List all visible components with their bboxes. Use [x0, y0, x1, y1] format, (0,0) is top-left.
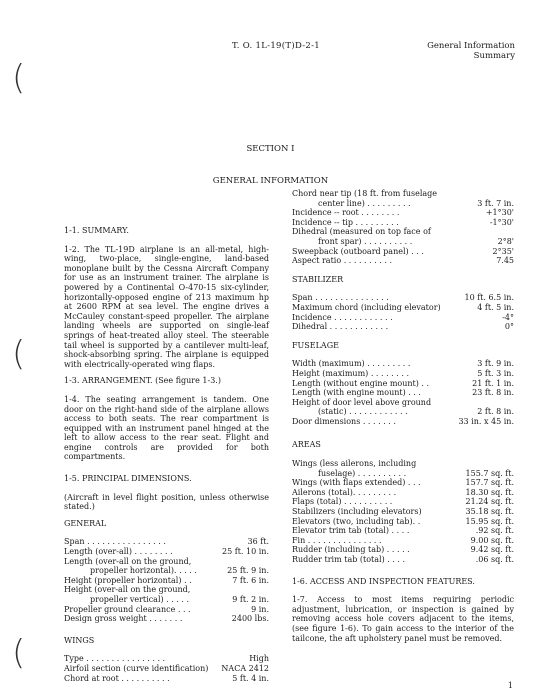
spec-row — [64, 664, 269, 674]
spec-label: Span . . . . . . . . . . . . . . . . — [64, 537, 166, 547]
spec-label: Dihedral . . . . . . . . . . . . — [292, 322, 389, 332]
spec-label: Stabilizers (including elevators) — [292, 507, 422, 517]
spec-value: 9.00 sq. ft. — [470, 535, 514, 545]
spec-label: Chord near tip (18 ft. from fuselage — [292, 189, 438, 198]
spec-row — [292, 517, 514, 527]
spec-row — [64, 614, 269, 624]
spec-label: Elevators (two, including tab). . — [292, 516, 421, 526]
spec-label: (static) . . . . . . . . . . . . — [318, 407, 408, 417]
spec-value: 3 ft. 9 in. — [477, 359, 514, 369]
spec-value: 2 ft. 8 in. — [477, 407, 514, 417]
spec-label: Height (propeller horizontal) . . — [64, 575, 192, 585]
spec-label: Rudder (including tab) . . . . . — [292, 545, 410, 555]
spec-label: Flaps (total) . . . . . . . . . . — [292, 497, 393, 507]
header-line-2: Summary — [473, 51, 515, 61]
spec-value: 35.18 sq. ft. — [465, 507, 514, 517]
spec-label: Wings (less ailerons, including — [292, 459, 417, 469]
spec-row — [64, 595, 269, 605]
spec-label: Dihedral (measured on top face of — [292, 227, 431, 237]
spec-row — [64, 674, 269, 684]
areas-table — [292, 459, 514, 565]
spec-value: 2400 lbs. — [231, 614, 269, 624]
spec-row — [64, 605, 269, 615]
spec-value: .92 sq. ft. — [475, 526, 514, 536]
spec-row — [292, 303, 514, 313]
access-paragraph: 1-7. Access to most items requiring periodic adjustment, lubrication, or inspection is gained by removing access hole covers adjacent to the items, (see figure 1-6). To gain access to the interior of the tailcone, the aft upholstery panel must be removed. — [292, 595, 514, 643]
spec-label: Rudder trim tab (total) . . . . — [292, 555, 406, 564]
spec-value: 9 in. — [251, 604, 269, 614]
spec-label: center line) . . . . . . . . . — [318, 198, 411, 208]
spec-label: propeller vertical) . . . . . — [90, 595, 190, 604]
spec-row — [292, 208, 514, 218]
spec-row — [292, 478, 514, 488]
spec-value: 36 ft. — [247, 537, 269, 547]
fuselage-table — [292, 359, 514, 426]
spec-label: Ailerons (total). . . . . . . . . — [292, 487, 397, 497]
spec-value: 9 ft. 2 in. — [232, 595, 269, 604]
spec-row — [292, 379, 514, 389]
spec-row — [292, 256, 514, 266]
running-header — [427, 41, 515, 61]
spec-value: .06 sq. ft. — [475, 555, 514, 564]
spec-label: Height (maximum) . . . . . . . . — [292, 368, 409, 378]
spec-label: Height (over-all on the ground, — [64, 585, 191, 595]
general-table — [64, 537, 269, 623]
spec-row — [292, 199, 514, 209]
spec-row — [64, 576, 269, 586]
stabilizer-table — [292, 293, 514, 331]
spec-value: -1°30' — [489, 217, 514, 227]
spec-label: front spar) . . . . . . . . . . — [318, 236, 413, 246]
areas-title: AREAS — [292, 440, 321, 450]
spec-value: 3 ft. 7 in. — [477, 198, 514, 208]
spec-row — [292, 469, 514, 479]
wings-title: WINGS — [64, 635, 95, 645]
spec-label: Door dimensions . . . . . . . — [292, 416, 396, 426]
spec-label: propeller horizontal). . . . . — [90, 566, 197, 576]
spec-row — [292, 526, 514, 536]
spec-row — [292, 359, 514, 369]
spec-label: Incidence . . . . . . . . . . . . — [292, 312, 393, 322]
spec-row — [292, 497, 514, 507]
spec-label: Height of door level above ground — [292, 397, 432, 407]
spec-label: fuselage) . . . . . . . . . . — [318, 468, 407, 478]
binder-hole-mark-middle: ( — [12, 334, 26, 374]
spec-value: High — [249, 654, 269, 664]
spec-label: Sweepback (outboard panel) . . . — [292, 246, 424, 256]
spec-value: 23 ft. 8 in. — [472, 388, 514, 398]
spec-row — [292, 545, 514, 555]
summary-heading: 1-1. SUMMARY. — [64, 226, 129, 235]
binder-hole-mark-bottom: ( — [12, 633, 26, 673]
spec-row — [292, 322, 514, 332]
spec-value: 15.95 sq. ft. — [465, 516, 514, 526]
wings-table — [64, 654, 269, 683]
spec-label: Incidence -- root . . . . . . . . — [292, 208, 400, 218]
header-line-1: General Information — [427, 41, 515, 51]
spec-row — [292, 293, 514, 303]
arrangement-paragraph: 1-4. The seating arrangement is tandem. One door on the right-hand side of the airplane allows access to both seats. The rear compartment is equipped with an instrument panel hinged at the left to allow access to the rear seat. Flight and engine controls are provided for both compartments. — [64, 394, 269, 462]
spec-label: Span . . . . . . . . . . . . . . . — [292, 293, 389, 303]
spec-value: 25 ft. 10 in. — [222, 547, 269, 557]
spec-row — [292, 227, 514, 237]
spec-value: 9.42 sq. ft. — [470, 545, 514, 555]
spec-label: Elevator trim tab (total) . . . . — [292, 526, 410, 536]
spec-row — [292, 313, 514, 323]
left-column — [64, 226, 269, 683]
spec-label: Length (over-all) . . . . . . . . — [64, 547, 173, 557]
section-title: SECTION I — [246, 144, 295, 154]
spec-label: Aspect ratio . . . . . . . . . . — [292, 256, 393, 266]
stabilizer-title: STABILIZER — [292, 274, 344, 284]
summary-paragraph: 1-2. The TL-19D airplane is an all-metal, high-wing, two-place, single-engine, land-based monoplane built by the Cessna Aircraft Company for use as an instrument trainer. The airplane is powered by a Continental O-470-15 six-cylinder, horizontally-opposed engine of 213 maximum hp at 2600 RPM at sea level. The engine drives a McCauley constant-speed propeller. The airplane landing wheels are supported on single-leaf springs of heat-treated alloy steel. The steerable tail wheel is supported by a cantilever multi-leaf, shock-absorbing spring. The airplane is equipped with electrically-operated wing flaps. — [64, 244, 269, 369]
spec-value: 0° — [504, 322, 514, 332]
spec-row — [292, 488, 514, 498]
spec-row — [292, 398, 514, 408]
spec-row — [292, 555, 514, 565]
spec-row — [292, 536, 514, 546]
spec-label: Wings (with flaps extended) . . . — [292, 478, 421, 488]
spec-label: Airfoil section (curve identification) — [64, 663, 209, 673]
spec-label: Length (over-all on the ground, — [64, 556, 192, 566]
arrangement-heading: 1-3. ARRANGEMENT. (See figure 1-3.) — [64, 376, 221, 386]
spec-value: 4 ft. 5 in. — [477, 302, 514, 312]
spec-row — [292, 247, 514, 257]
spec-label: Type . . . . . . . . . . . . . . . . — [64, 654, 166, 664]
spec-value: -4° — [502, 312, 514, 322]
spec-label: Length (without engine mount) . . — [292, 378, 430, 388]
spec-value: 25 ft. 9 in. — [227, 566, 269, 576]
spec-label: Maximum chord (including elevator) — [292, 302, 441, 312]
spec-row — [292, 417, 514, 427]
binder-hole-mark-top: ( — [12, 58, 26, 98]
spec-value: 5 ft. 4 in. — [232, 673, 269, 683]
spec-row — [64, 557, 269, 567]
spec-row — [292, 407, 514, 417]
spec-row — [292, 507, 514, 517]
right-column — [292, 189, 514, 650]
spec-row — [64, 654, 269, 664]
fuselage-title: FUSELAGE — [292, 340, 339, 350]
spec-value: 2°35' — [492, 246, 514, 256]
spec-value: 33 in. x 45 in. — [458, 416, 514, 426]
spec-row — [292, 237, 514, 247]
spec-value: NACA 2412 — [221, 663, 269, 673]
spec-row — [292, 218, 514, 228]
spec-value: 18.30 sq. ft. — [465, 487, 514, 497]
dimensions-heading: 1-5. PRINCIPAL DIMENSIONS. — [64, 474, 192, 484]
spec-row — [64, 566, 269, 576]
spec-value: 10 ft. 6.5 in. — [464, 293, 514, 303]
general-title: GENERAL — [64, 518, 107, 528]
access-heading: 1-6. ACCESS AND INSPECTION FEATURES. — [292, 576, 475, 586]
spec-row — [64, 537, 269, 547]
spec-label: Length (with engine mount) . . . — [292, 388, 421, 398]
document-id: T. O. 1L-19(T)D-2-1 — [232, 41, 320, 51]
spec-row — [64, 585, 269, 595]
spec-row — [292, 189, 514, 199]
spec-row — [292, 388, 514, 398]
spec-value: 5 ft. 3 in. — [477, 368, 514, 378]
spec-label: Design gross weight . . . . . . . — [64, 614, 183, 624]
spec-value: 157.7 sq. ft. — [465, 478, 514, 488]
spec-row — [292, 459, 514, 469]
spec-value: 7 ft. 6 in. — [232, 575, 269, 585]
spec-label: Incidence -- tip . . . . . . . . . — [292, 217, 399, 227]
spec-value: 155.7 sq. ft. — [465, 468, 514, 478]
spec-label: Propeller ground clearance . . . — [64, 604, 191, 614]
spec-row — [64, 547, 269, 557]
spec-row — [292, 369, 514, 379]
section-subtitle: GENERAL INFORMATION — [212, 176, 329, 186]
wings-continued-table — [292, 189, 514, 266]
dimensions-note: (Aircraft in level flight position, unless otherwise stated.) — [64, 492, 269, 512]
spec-label: Chord at root . . . . . . . . . . — [64, 673, 170, 683]
spec-value: 21 ft. 1 in. — [472, 378, 514, 388]
spec-value: +1°30' — [485, 208, 514, 218]
spec-value: 2°8' — [497, 236, 514, 246]
spec-label: Width (maximum) . . . . . . . . . — [292, 359, 411, 369]
spec-label: Fin . . . . . . . . . . . . . . . — [292, 535, 382, 545]
spec-value: 21.24 sq. ft. — [465, 497, 514, 507]
page-number: 1 — [507, 681, 513, 690]
spec-value: 7.45 — [496, 256, 514, 266]
